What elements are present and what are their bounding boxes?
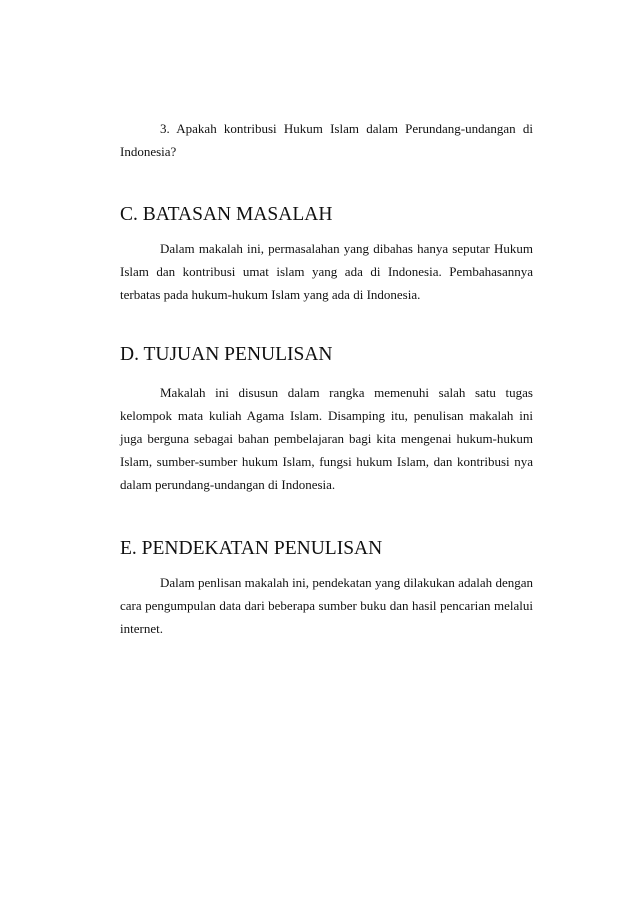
section-paragraph: Dalam makalah ini, permasalahan yang dibahas hanya seputar Hukum Islam dan kontribusi umat islam yang ada di Indonesia. Pembahasannya terbatas pada hukum-hukum Islam yang ada di Indonesia. (120, 241, 533, 302)
section-batasan-masalah (120, 203, 533, 226)
section-heading: D. TUJUAN PENULISAN (120, 344, 333, 365)
question-number: 3. (160, 121, 170, 136)
section-heading: E. PENDEKATAN PENULISAN (120, 538, 383, 559)
question-text: Apakah kontribusi Hukum Islam dalam Perundang-undangan di Indonesia? (120, 121, 533, 159)
question-item-3 (120, 117, 533, 163)
section-heading: C. BATASAN MASALAH (120, 204, 333, 225)
section-tujuan-penulisan (120, 343, 533, 366)
section-pendekatan-penulisan (120, 537, 533, 560)
section-paragraph: Makalah ini disusun dalam rangka memenuhi salah satu tugas kelompok mata kuliah Agama Islam. Disamping itu, penulisan makalah ini juga berguna sebagai bahan pembelajaran bagi kita mengenai hukum-hukum Islam, sumber-sumber hukum Islam, fungsi hukum Islam, dan kontribusi nya dalam perundang-undangan di Indonesia. (120, 385, 533, 492)
section-paragraph: Dalam penlisan makalah ini, pendekatan yang dilakukan adalah dengan cara pengumpulan data dari beberapa sumber buku dan hasil pencarian melalui internet. (120, 575, 533, 636)
